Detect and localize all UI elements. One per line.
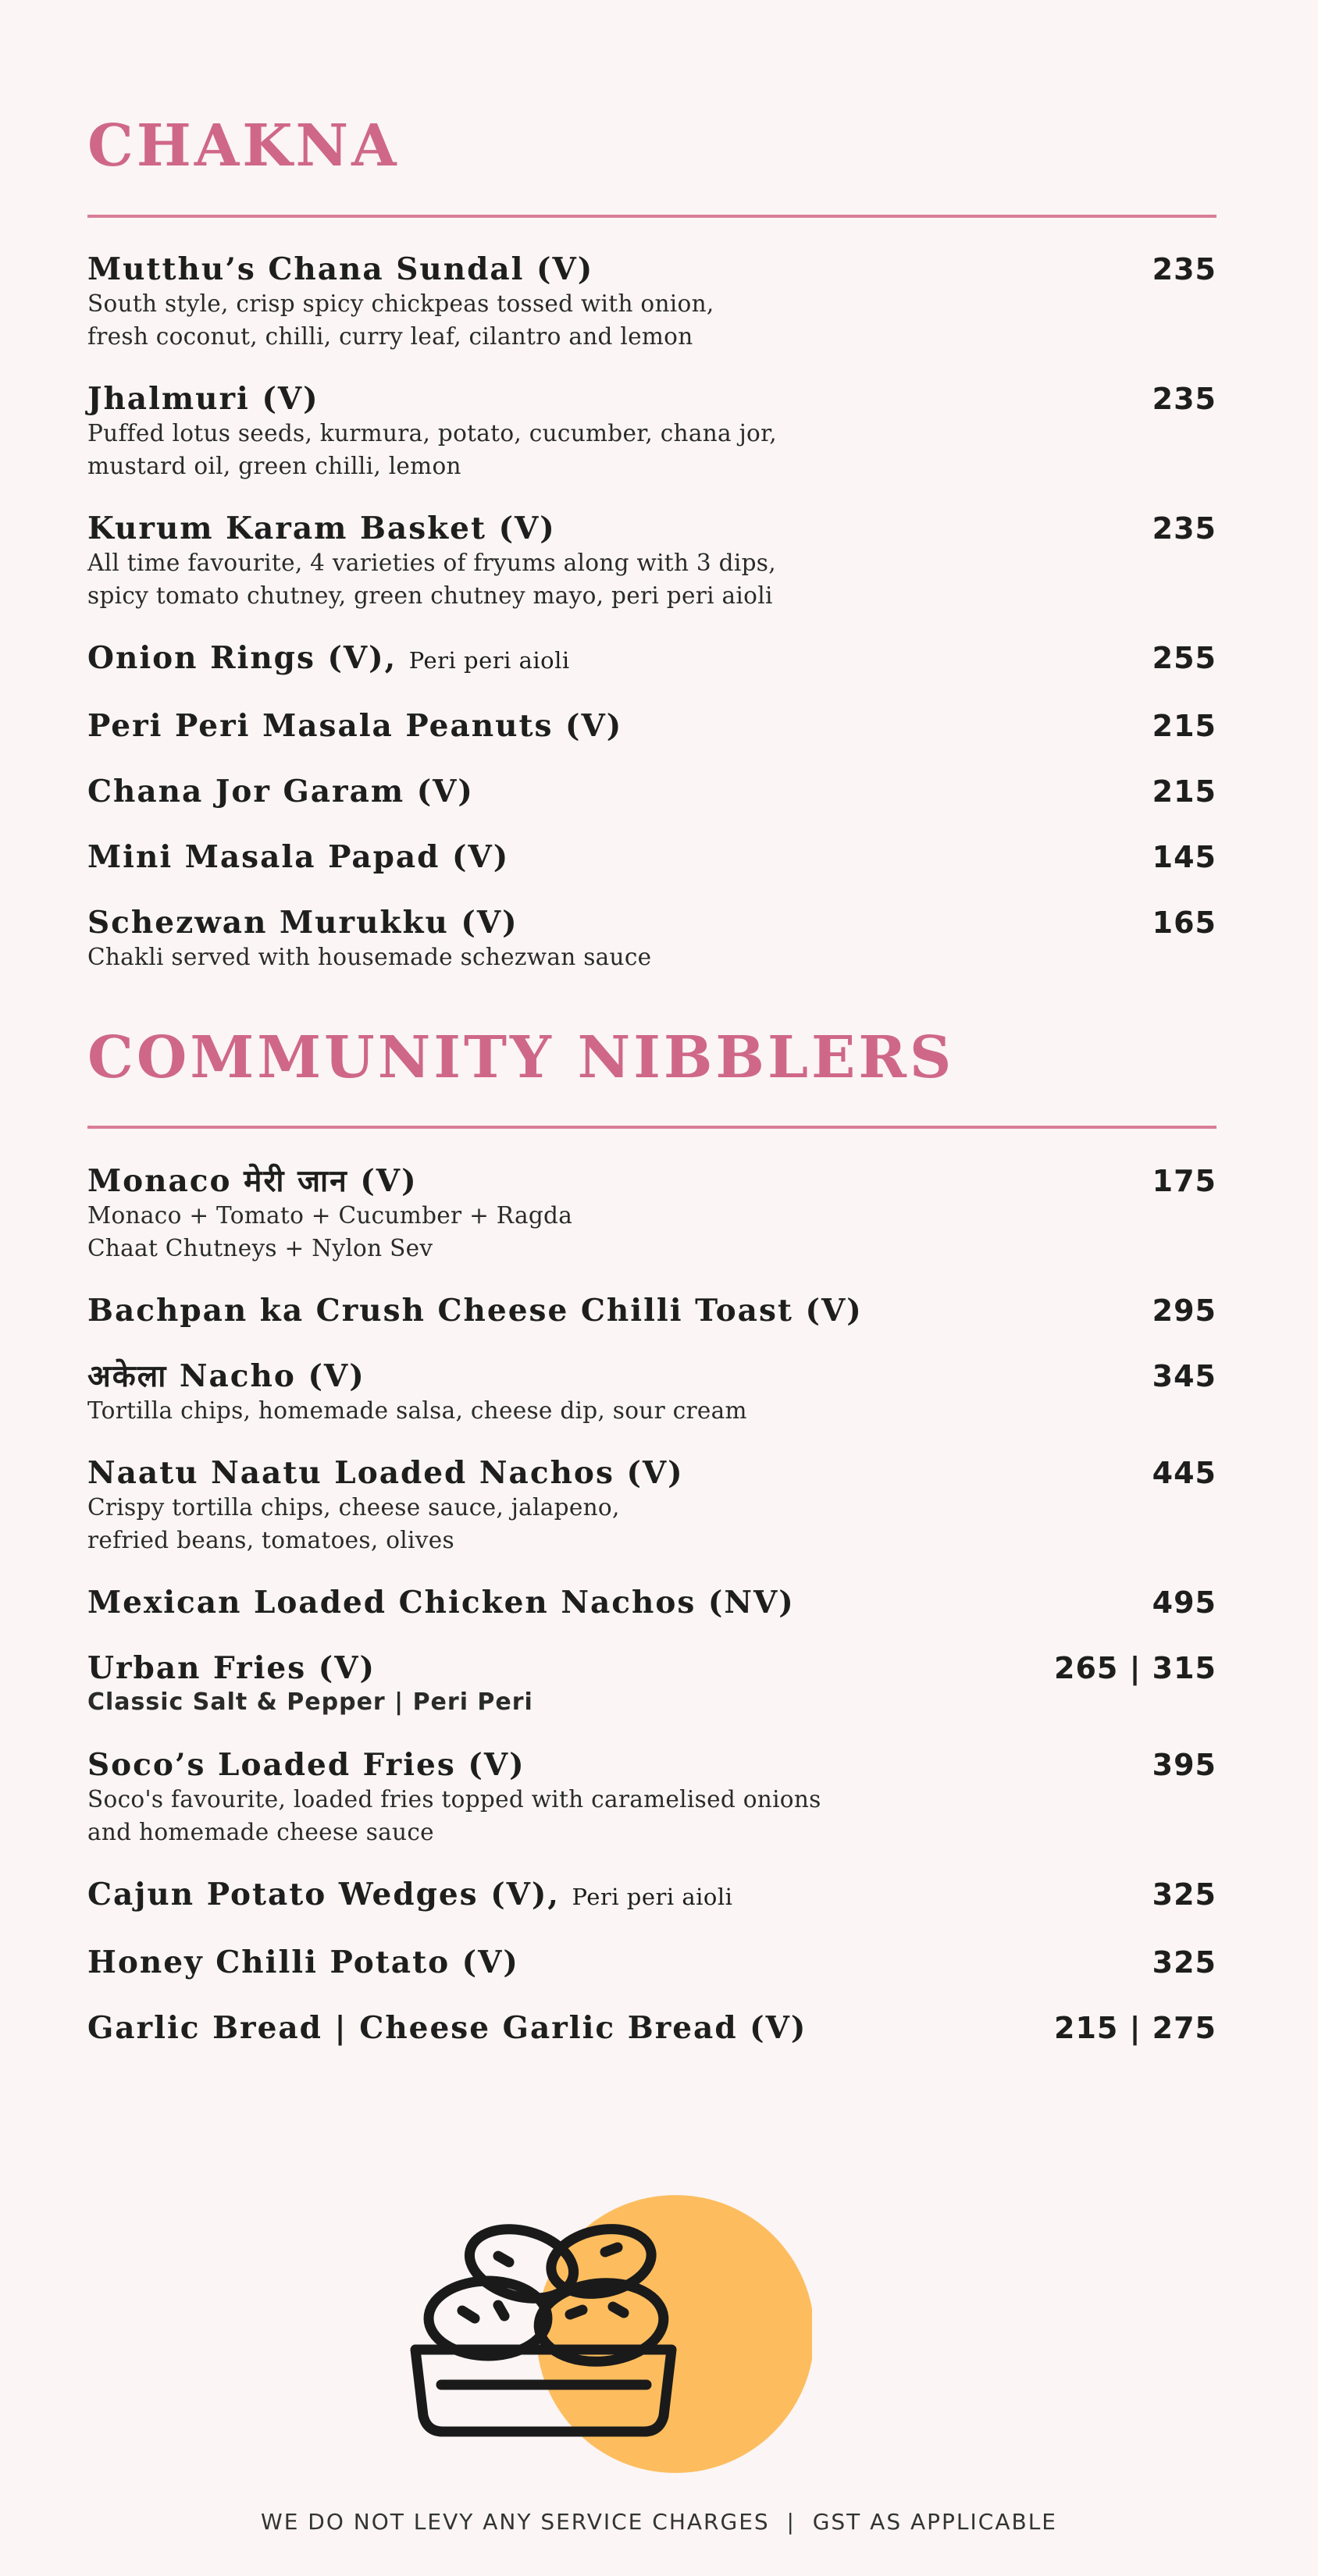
menu-item-row [87, 708, 1216, 744]
menu-item-description: Crispy tortilla chips, cheese sauce, jalapeno, [87, 1494, 620, 1521]
menu-item-row [87, 1163, 1216, 1199]
menu-list [87, 251, 1216, 1002]
menu-item-name-group [87, 381, 319, 417]
menu-item [87, 774, 1216, 809]
menu-item [87, 251, 1216, 353]
menu-item-price: 215 [1152, 774, 1216, 809]
menu-item-description: Chakli served with housemade schezwan sauce [87, 944, 652, 970]
menu-item-price: 445 [1152, 1456, 1216, 1490]
menu-item-description: Puffed lotus seeds, kurmura, potato, cucumber, chana jor, [87, 420, 777, 447]
menu-item [87, 708, 1216, 744]
menu-item-price: 235 [1152, 252, 1216, 286]
menu-item-price: 145 [1152, 840, 1216, 874]
menu-item-price: 215 | 275 [1054, 2011, 1216, 2045]
menu-item [87, 1455, 1216, 1557]
menu-item-description: Soco's favourite, loaded fries topped with caramelised onions [87, 1786, 821, 1813]
menu-item-row [87, 640, 1216, 678]
menu-item-name: Cajun Potato Wedges (V), [87, 1877, 560, 1912]
menu-item-price: 325 [1152, 1877, 1216, 1912]
menu-item-price: 235 [1152, 511, 1216, 546]
menu-item-name: Garlic Bread | Cheese Garlic Bread (V) [87, 2010, 807, 2046]
menu-item-name: अकेला Nacho (V) [87, 1358, 365, 1394]
menu-item-name: Mini Masala Papad (V) [87, 839, 510, 875]
menu-item-row [87, 1455, 1216, 1491]
menu-item-name-group [87, 1358, 365, 1394]
menu-item-name-group [87, 1650, 376, 1686]
menu-item-name: Bachpan ka Crush Cheese Chilli Toast (V) [87, 1293, 863, 1329]
menu-item-price: 175 [1152, 1164, 1216, 1198]
bowl-of-snacks-icon [406, 2190, 812, 2486]
menu-item [87, 1293, 1216, 1329]
menu-item-name-group [87, 1455, 684, 1491]
menu-item-description: Tortilla chips, homemade salsa, cheese dip, sour cream [87, 1397, 747, 1424]
menu-item [87, 1877, 1216, 1915]
menu-item [87, 2010, 1216, 2046]
menu-item-name-group [87, 2010, 807, 2046]
menu-item-price: 295 [1152, 1293, 1216, 1328]
menu-item-price: 235 [1152, 382, 1216, 416]
menu-item-row [87, 905, 1216, 941]
menu-item-name-group [87, 1944, 519, 1980]
menu-item-price: 345 [1152, 1359, 1216, 1393]
menu-item-row [87, 1877, 1216, 1915]
menu-item-description: refried beans, tomatoes, olives [87, 1527, 454, 1553]
menu-item [87, 1747, 1216, 1848]
menu-item-name-group [87, 774, 474, 809]
menu-item-price: 265 | 315 [1054, 1651, 1216, 1685]
menu-item-row [87, 2010, 1216, 2046]
menu-item-name-group [87, 1585, 795, 1621]
menu-item [87, 511, 1216, 612]
menu-item-name: Mutthu’s Chana Sundal (V) [87, 251, 594, 287]
menu-item-row [87, 1747, 1216, 1783]
section-title: CHAKNA [87, 112, 400, 180]
menu-item-row [87, 1944, 1216, 1980]
menu-item-row [87, 251, 1216, 287]
menu-item-price: 395 [1152, 1748, 1216, 1782]
menu-item-name-group [87, 511, 556, 546]
footer-note: WE DO NOT LEVY ANY SERVICE CHARGES | GST AS APPLICABLE [261, 2509, 1057, 2535]
menu-item-price: 325 [1152, 1945, 1216, 1980]
menu-item-name: Urban Fries (V) [87, 1650, 376, 1686]
menu-item [87, 1650, 1216, 1719]
menu-item-name: Kurum Karam Basket (V) [87, 511, 556, 546]
menu-item-name: Honey Chilli Potato (V) [87, 1944, 519, 1980]
menu-item-description: Monaco + Tomato + Cucumber + Ragda [87, 1202, 573, 1229]
menu-item [87, 1585, 1216, 1621]
menu-item-row [87, 1358, 1216, 1394]
menu-item-options: Classic Salt & Pepper | Peri Peri [87, 1688, 533, 1716]
menu-item-name-group [87, 708, 622, 744]
menu-item-name-group [87, 1877, 732, 1915]
menu-item-name: Jhalmuri (V) [87, 381, 319, 417]
menu-item-name: Mexican Loaded Chicken Nachos (NV) [87, 1585, 795, 1621]
menu-item-description: mustard oil, green chilli, lemon [87, 453, 461, 479]
menu-item [87, 1944, 1216, 1980]
menu-item [87, 1358, 1216, 1427]
menu-item-row [87, 1293, 1216, 1329]
section-title: COMMUNITY NIBBLERS [87, 1024, 955, 1091]
menu-item-name-group [87, 1163, 418, 1199]
menu-item-row [87, 1650, 1216, 1686]
menu-item-row [87, 511, 1216, 546]
menu-item-row [87, 1585, 1216, 1621]
menu-item-name-group [87, 251, 593, 287]
menu-item-row [87, 839, 1216, 875]
section-divider [87, 1126, 1216, 1129]
menu-item-description: Chaat Chutneys + Nylon Sev [87, 1235, 433, 1261]
menu-item-name-group [87, 839, 509, 875]
menu-item [87, 905, 1216, 973]
menu-item-description: South style, crisp spicy chickpeas tossed with onion, [87, 290, 714, 317]
menu-item-inline-description: Peri peri aioli [572, 1884, 733, 1910]
menu-item [87, 640, 1216, 678]
menu-list [87, 1163, 1216, 2076]
section-chakna [87, 112, 1216, 970]
menu-item-name-group [87, 1293, 863, 1329]
menu-item-name: Monaco मेरी जान (V) [87, 1163, 418, 1199]
menu-item-name: Onion Rings (V), [87, 640, 397, 676]
menu-item-description: spicy tomato chutney, green chutney mayo, peri peri aioli [87, 582, 773, 609]
menu-item-name: Schezwan Murukku (V) [87, 905, 518, 941]
menu-item [87, 839, 1216, 875]
menu-item-description: fresh coconut, chilli, curry leaf, cilantro and lemon [87, 323, 693, 350]
menu-item-price: 255 [1152, 641, 1216, 675]
menu-item-price: 495 [1152, 1585, 1216, 1620]
menu-item-name-group [87, 905, 518, 941]
section-community-nibblers [87, 1024, 1216, 2046]
menu-item-price: 165 [1152, 906, 1216, 940]
menu-item-name: Naatu Naatu Loaded Nachos (V) [87, 1455, 684, 1491]
menu-item [87, 1163, 1216, 1265]
menu-item-row [87, 381, 1216, 417]
menu-item-inline-description: Peri peri aioli [408, 647, 570, 674]
menu-item-row [87, 774, 1216, 809]
menu-item-description: and homemade cheese sauce [87, 1819, 434, 1845]
menu-item-name-group [87, 1747, 525, 1783]
menu-item-price: 215 [1152, 709, 1216, 743]
section-divider [87, 215, 1216, 218]
menu-item-name: Chana Jor Garam (V) [87, 774, 474, 809]
menu-item [87, 381, 1216, 482]
menu-item-description: All time favourite, 4 varieties of fryums along with 3 dips, [87, 550, 776, 576]
menu-item-name: Peri Peri Masala Peanuts (V) [87, 708, 623, 744]
menu-item-name-group [87, 640, 570, 678]
menu-item-name: Soco’s Loaded Fries (V) [87, 1747, 525, 1783]
